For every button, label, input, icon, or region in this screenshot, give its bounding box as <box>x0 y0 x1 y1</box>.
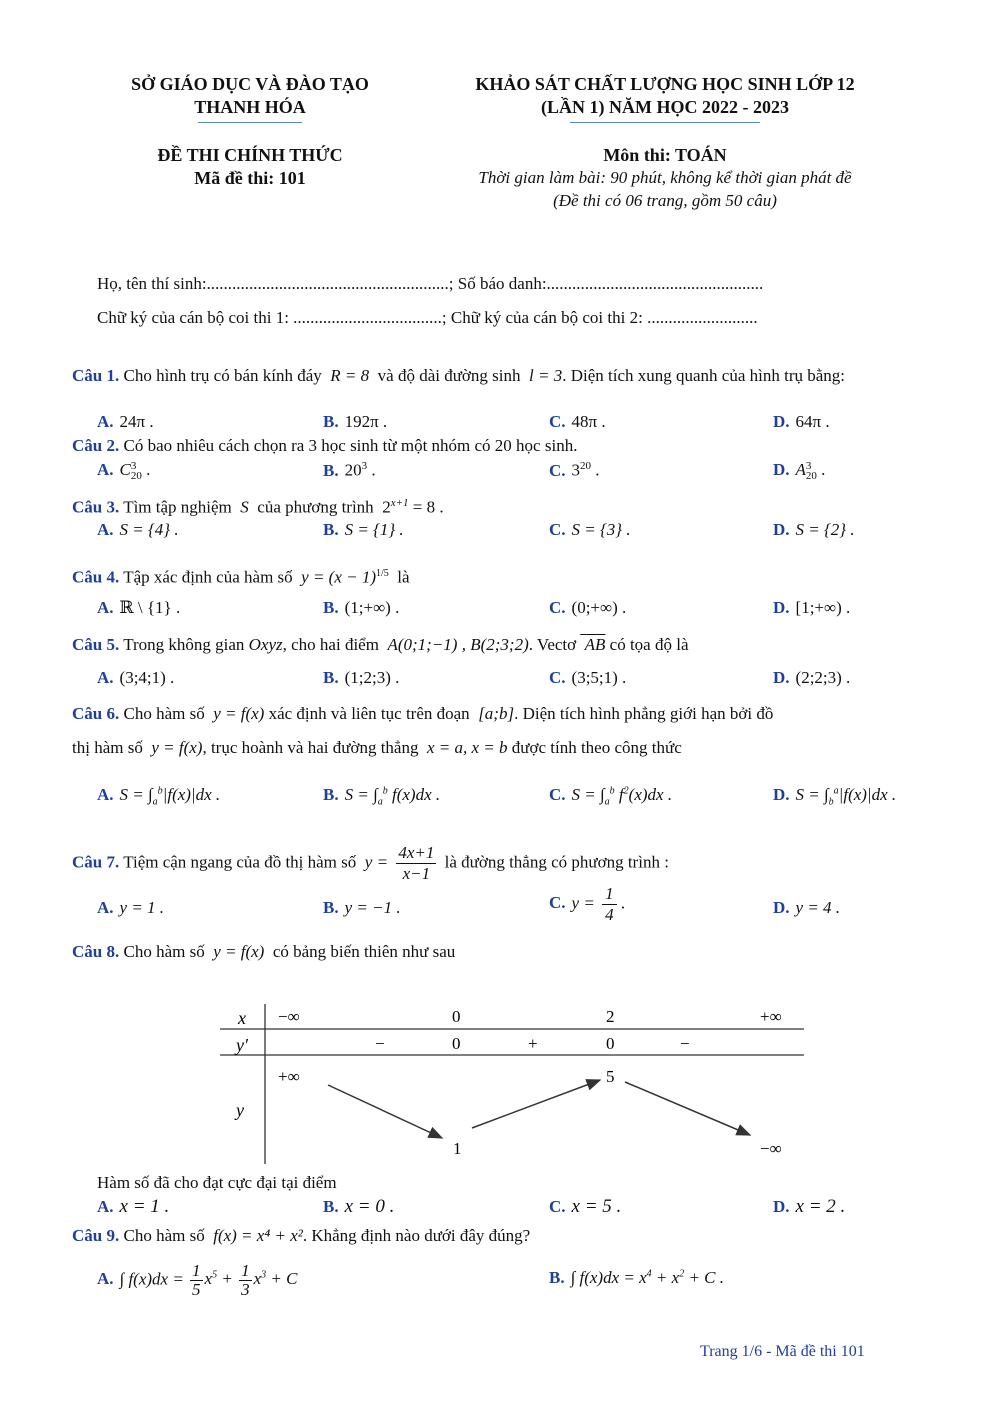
q1-option-b[interactable]: B. 192π . <box>323 412 388 431</box>
header-underline-left <box>198 122 302 123</box>
q7-option-c[interactable]: C. y = $\frac{1}{4}$ . <box>549 884 626 924</box>
subject: Môn thi: TOÁN <box>603 145 727 165</box>
yprime-sign: − <box>680 1034 690 1053</box>
question-6-line2: thị hàm số y = f(x), trục hoành và hai đường thẳng x = a, x = b được tính theo công thức <box>72 738 682 757</box>
yprime-label: y′ <box>236 1035 248 1055</box>
q2-option-d[interactable]: D. A 3 20 . <box>773 460 826 483</box>
q7-option-d[interactable]: D. y = 4 . <box>773 898 841 917</box>
q9-option-a[interactable]: A. ∫ f(x)dx = $\frac{1}{5}$ $x^5$ + $\frac{1}{3}$ $x^3 + C$ <box>97 1261 298 1299</box>
decrease-arrow <box>328 1085 442 1138</box>
question-8: Câu 8. Cho hàm số y = f(x) có bảng biến thiên như sau <box>72 942 456 961</box>
q4-option-a[interactable]: A. ℝ \ {1} . <box>97 598 181 617</box>
q8-option-a[interactable]: A. x = 1 . <box>97 1196 170 1217</box>
q6-option-d[interactable]: D. $S = \int_b^a|f(x)|dx$ . <box>773 785 897 808</box>
name-field: Họ, tên thí sinh:.........................................................; Số báo danh:................................................... <box>97 274 764 293</box>
q5-option-d[interactable]: D. (2;2;3) . <box>773 668 851 687</box>
q3-option-d[interactable]: D. S = {2} . <box>773 520 855 539</box>
y-value: +∞ <box>278 1067 300 1086</box>
q2-option-b[interactable]: B. $20^3$ . <box>323 460 376 480</box>
q3-option-b[interactable]: B. S = {1} . <box>323 520 404 539</box>
signature-field: Chữ ký của cán bộ coi thi 1: ...................................; Chữ ký của cán bộ coi thi 2: .......................... <box>97 308 758 327</box>
x-value: 2 <box>606 1007 615 1026</box>
question-3: Câu 3. Tìm tập nghiệm S của phương trình $2^{x+1} = 8$ . <box>72 497 444 517</box>
question-9: Câu 9. Cho hàm số f(x) = x⁴ + x². Khẳng định nào dưới đây đúng? <box>72 1226 531 1245</box>
q8-option-b[interactable]: B. x = 0 . <box>323 1196 395 1217</box>
q8-option-c[interactable]: C. x = 5 . <box>549 1196 622 1217</box>
q2-option-c[interactable]: C. $3^{20}$ . <box>549 460 600 480</box>
q4-option-c[interactable]: C. (0;+∞) . <box>549 598 627 617</box>
y-value: 1 <box>453 1139 462 1158</box>
q9-option-b[interactable]: B. ∫ $f(x)dx = x^4 + x^2 + C$ . <box>549 1268 724 1287</box>
q5-option-c[interactable]: C. (3;5;1) . <box>549 668 627 687</box>
department-name: SỞ GIÁO DỤC VÀ ĐÀO TẠO <box>131 74 369 94</box>
x-label: x <box>238 1008 246 1028</box>
x-value: 0 <box>452 1007 461 1026</box>
province-name: THANH HÓA <box>194 97 306 117</box>
q6-option-b[interactable]: B. $S = \int_a^b$ f(x)dx . <box>323 785 441 808</box>
question-7: Câu 7. Tiệm cận ngang của đồ thị hàm số y = $\frac{4x+1}{x-1}$ là đường thẳng có phương trình : <box>72 843 669 883</box>
q3-option-a[interactable]: A. S = {4} . <box>97 520 179 539</box>
q1-option-a[interactable]: A. 24π . <box>97 412 154 431</box>
increase-arrow <box>472 1080 600 1128</box>
exam-title: KHẢO SÁT CHẤT LƯỢNG HỌC SINH LỚP 12 <box>475 74 855 94</box>
y-value: 5 <box>606 1067 615 1086</box>
q3-option-c[interactable]: C. S = {3} . <box>549 520 631 539</box>
question-4: Câu 4. Tập xác định của hàm số $y = (x - 1)^{1/5}$ là <box>72 567 410 587</box>
exam-pages: (Đề thi có 06 trang, gồm 50 câu) <box>553 191 777 210</box>
y-value: −∞ <box>760 1139 782 1158</box>
q1-option-c[interactable]: C. 48π . <box>549 412 606 431</box>
question-5: Câu 5. Trong không gian Oxyz, cho hai điểm A(0;1;−1) , B(2;3;2). Vectơ AB có tọa độ là <box>72 635 689 654</box>
exam-code: Mã đề thi: 101 <box>194 168 306 188</box>
question-1: Câu 1. Cho hình trụ có bán kính đáy R = 8 và độ dài đường sinh l = 3. Diện tích xung quanh của hình trụ bằng: <box>72 366 846 385</box>
exam-year: (LẦN 1) NĂM HỌC 2022 - 2023 <box>541 97 789 117</box>
official-label: ĐỀ THI CHÍNH THỨC <box>157 145 343 165</box>
q6-option-c[interactable]: C. $S = \int_a^b$ $f^2(x)dx$ . <box>549 785 673 808</box>
q4-option-d[interactable]: D. [1;+∞) . <box>773 598 851 617</box>
variation-table <box>220 1000 810 1168</box>
q1-option-d[interactable]: D. 64π . <box>773 412 830 431</box>
y-label: y <box>236 1100 244 1120</box>
q4-option-b[interactable]: B. (1;+∞) . <box>323 598 400 617</box>
page-footer: Trang 1/6 - Mã đề thi 101 <box>700 1343 865 1360</box>
decrease-arrow <box>625 1082 750 1135</box>
q5-option-a[interactable]: A. (3;4;1) . <box>97 668 175 687</box>
question-8-prompt: Hàm số đã cho đạt cực đại tại điểm <box>97 1173 337 1192</box>
q8-option-d[interactable]: D. x = 2 . <box>773 1196 846 1217</box>
exam-time: Thời gian làm bài: 90 phút, không kể thời gian phát đề <box>478 168 852 187</box>
x-value: −∞ <box>278 1007 300 1026</box>
q2-option-a[interactable]: A. C 3 20 . <box>97 460 151 483</box>
yprime-zero: 0 <box>606 1034 615 1053</box>
header-underline-right <box>570 122 760 123</box>
q5-option-b[interactable]: B. (1;2;3) . <box>323 668 400 687</box>
q7-option-b[interactable]: B. y = −1 . <box>323 898 401 917</box>
yprime-zero: 0 <box>452 1034 461 1053</box>
question-6-line1: Câu 6. Cho hàm số y = f(x) xác định và liên tục trên đoạn [a;b]. Diện tích hình phẳng giới hạn bởi đồ <box>72 704 774 723</box>
yprime-sign: − <box>375 1034 385 1053</box>
x-value: +∞ <box>760 1007 782 1026</box>
q6-option-a[interactable]: A. $S = \int_a^b|f(x)|dx$ . <box>97 785 221 808</box>
q7-option-a[interactable]: A. y = 1 . <box>97 898 165 917</box>
yprime-sign: + <box>528 1034 538 1053</box>
question-2: Câu 2. Có bao nhiêu cách chọn ra 3 học sinh từ một nhóm có 20 học sinh. <box>72 436 578 455</box>
